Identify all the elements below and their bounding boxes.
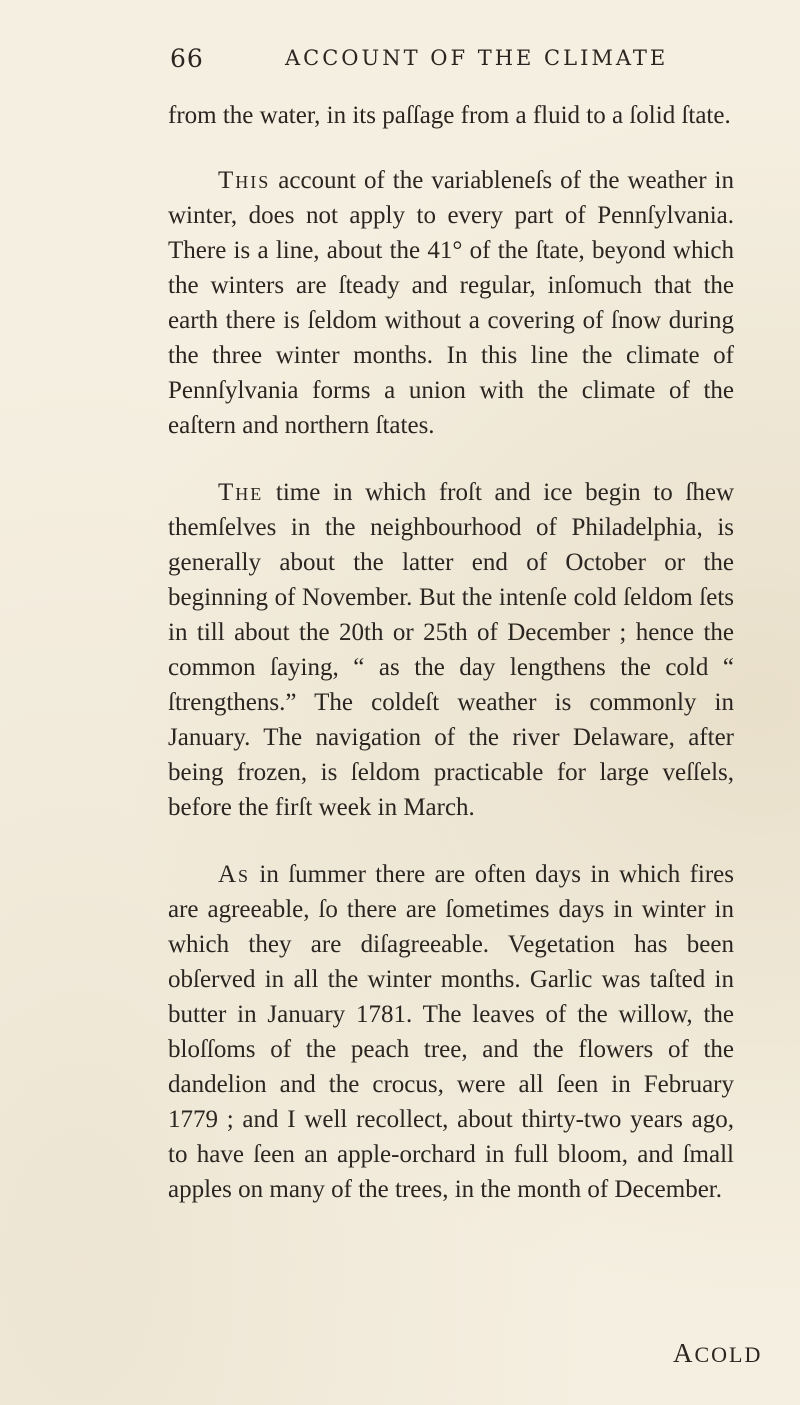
paragraph-lead-word: The [218,479,264,506]
catchword [673,1338,762,1369]
page-number: 66 [170,44,204,73]
paragraph-frost [168,475,734,825]
page-header [170,44,669,80]
running-head: ACCOUNT OF THE CLIMATE [285,46,669,70]
paragraph-text: time in which froſt and ice begin to ſhew themſelves in the neighbourhood of Philadelphia, is generally about the latter end of October or the beginning of November. But the intenſe cold ſeldom ſets in till about the 20th or 25th of December ; hence the common ſaying, “ as the day lengthens the cold “ ſtrengthens.” The coldeſt weather is commonly in January. The navigation of the river Delaware, after being frozen, is ſeldom practicable for large veſſels, before the firſt week in March. [168,479,734,821]
paragraph-text: from the water, in its paſſage from a fluid to a ſolid ſtate. [168,102,731,129]
catchword-initial: A [673,1338,695,1368]
catchword-rest: COLD [694,1342,763,1367]
body-text [168,98,734,1239]
paragraph-text: account of the variableneſs of the weather in winter, does not apply to every part of Pennſylvania. There is a line, about the 41° of the ſtate, beyond which the winters are ſteady and regular, inſomuch that the earth there is ſeldom without a covering of ſnow during the three winter months. In this line the climate of Pennſylvania forms a union with the climate of the eaſtern and northern ſtates. [168,167,734,439]
paragraph-lead-word: As [218,861,251,888]
paragraph-vegetation [168,857,734,1207]
paragraph-continuation [168,98,734,133]
paragraph-variableness [168,163,734,443]
paragraph-text: in ſummer there are often days in which fires are agreeable, ſo there are ſometimes days in winter in which they are diſagreeable. Vegetation has been obſerved in all the winter months. Garlic was taſted in butter in January 1781. The leaves of the willow, the bloſſoms of the peach tree, and the flowers of the dandelion and the crocus, were all ſeen in February 1779 ; and I well recollect, about thirty-two years ago, to have ſeen an apple-orchard in full bloom, and ſmall apples on many of the trees, in the month of December. [168,861,734,1203]
paragraph-lead-word: This [218,167,271,194]
